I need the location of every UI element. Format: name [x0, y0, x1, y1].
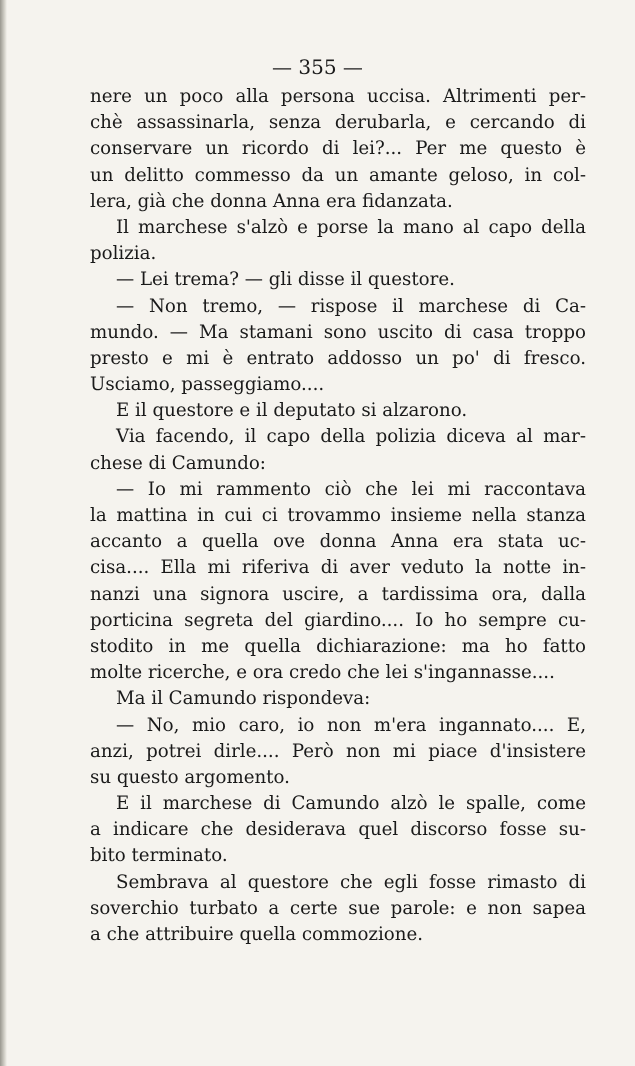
text-line: — Io mi rammento ciò che lei mi raccontava — [116, 478, 586, 500]
text-line: cisa.... Ella mi riferiva di aver veduto la notte in- — [90, 557, 586, 579]
text-line: Il marchese s'alzò e porse la mano al capo della — [116, 216, 586, 238]
text-line: su questo argomento. — [90, 766, 290, 788]
text-line: E il marchese di Camundo alzò le spalle, come — [116, 793, 586, 815]
text-line: — Lei trema? — gli disse il questore. — [116, 269, 455, 291]
text-line: a indicare che desiderava quel discorso fosse su- — [90, 819, 586, 841]
page-number: — 355 — — [272, 55, 363, 79]
text-line: E il questore e il deputato si alzarono. — [116, 400, 468, 422]
text-line: conservare un ricordo di lei?... Per me questo è — [90, 138, 586, 160]
text-line: soverchio turbato a certe sue parole: e non sapea — [90, 897, 586, 919]
text-line: bito terminato. — [90, 845, 228, 867]
text-line: — Non tremo, — rispose il marchese di Ca- — [116, 295, 586, 317]
text-line: Via facendo, il capo della polizia diceva al mar- — [116, 426, 586, 448]
text-line: Ma il Camundo rispondeva: — [116, 688, 371, 710]
page-text — [90, 84, 586, 948]
text-line: — No, mio caro, io non m'era ingannato.... E, — [116, 714, 586, 736]
text-line: anzi, potrei dirle.... Però non mi piace d'insistere — [90, 740, 586, 762]
text-line: porticina segreta del giardino.... Io ho sempre cu- — [90, 609, 586, 631]
text-line: molte ricerche, e ora credo che lei s'ingannasse.... — [90, 662, 555, 684]
text-line: chese di Camundo: — [90, 452, 266, 474]
text-line: stodito in me quella dichiarazione: ma ho fatto — [90, 635, 586, 657]
text-line: presto e mi è entrato addosso un po' di fresco. — [90, 347, 586, 369]
text-line: Sembrava al questore che egli fosse rimasto di — [116, 871, 586, 893]
text-line: Usciamo, passeggiamo.... — [90, 374, 325, 396]
text-line: accanto a quella ove donna Anna era stata uc- — [90, 531, 586, 553]
text-line: un delitto commesso da un amante geloso, in col- — [90, 164, 586, 186]
text-line: lera, già che donna Anna era fidanzata. — [90, 190, 453, 212]
text-line: nere un poco alla persona uccisa. Altrimenti per- — [90, 86, 586, 107]
text-line: chè assassinarla, senza derubarla, e cercando di — [90, 112, 586, 134]
text-line: mundo. — Ma stamani sono uscito di casa troppo — [90, 321, 586, 343]
page-binding-shadow — [0, 0, 7, 1066]
text-line: nanzi una signora uscire, a tardissima ora, dalla — [90, 583, 586, 605]
text-line: a che attribuire quella commozione. — [90, 924, 424, 945]
text-line: polizia. — [90, 243, 157, 265]
text-line: la mattina in cui ci trovammo insieme nella stanza — [90, 505, 586, 526]
